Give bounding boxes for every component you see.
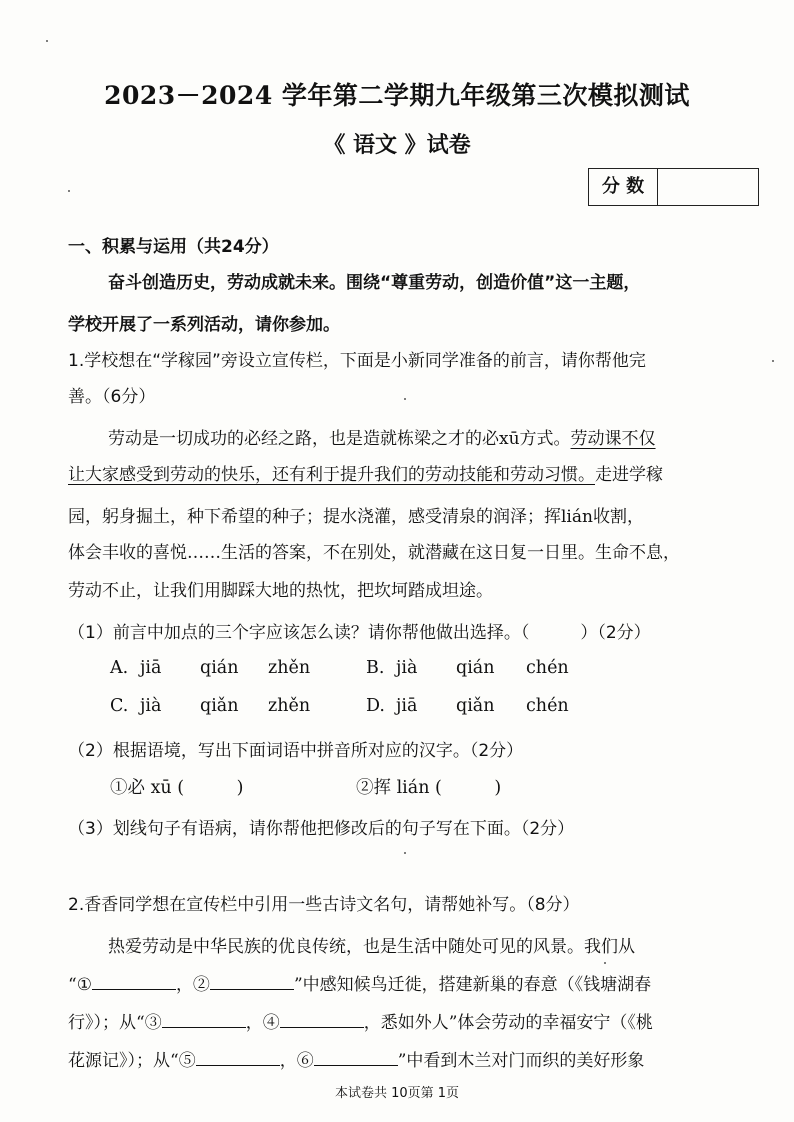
passage-line-1 bbox=[108, 424, 656, 449]
q1-sub2: （2）根据语境，写出下面词语中拼音所对应的汉字。（2分） bbox=[68, 741, 524, 761]
q2-line-2: “① ，② ”中感知候鸟迁徙，搭建新巢的春意（《钱塘湖春 bbox=[68, 970, 651, 995]
q1-sub2-item-2[interactable]: ②挥 lián ( ) bbox=[356, 778, 502, 798]
score-label: 分 数 bbox=[589, 169, 658, 205]
option-b-pinyin-2: qián bbox=[456, 658, 495, 678]
option-d-pinyin-3: chén bbox=[526, 696, 569, 716]
option-label: C. bbox=[110, 696, 129, 716]
passage-line-3: 园，躬身掘土，种下希望的种子；提水浇灌，感受清泉的润泽；挥lián收割， bbox=[68, 507, 644, 527]
option-a-pinyin-3: zhěn bbox=[268, 658, 311, 678]
option-a-pinyin-2: qián bbox=[200, 658, 239, 678]
scan-speck bbox=[404, 852, 406, 854]
blank-4[interactable] bbox=[280, 1009, 364, 1028]
passage-text: 劳动是一切成功的必经之路，也是造就栋梁之才的必xū方式。 bbox=[108, 429, 571, 449]
blank-6[interactable] bbox=[314, 1047, 398, 1066]
blank-1[interactable] bbox=[92, 971, 176, 990]
option-d-pinyin-2: qiǎn bbox=[456, 696, 495, 716]
page-footer: 本试卷共 10页第 1页 bbox=[334, 1086, 460, 1101]
option-d[interactable] bbox=[366, 696, 385, 716]
section-heading: 一、积累与运用（共24分） bbox=[68, 237, 279, 257]
score-value[interactable] bbox=[658, 169, 758, 205]
option-d-pinyin-1: jiā bbox=[396, 696, 418, 716]
scan-speck bbox=[46, 40, 48, 42]
blank-5[interactable] bbox=[196, 1047, 280, 1066]
underlined-sentence: 劳动课不仅 bbox=[570, 429, 656, 449]
exam-subtitle: 《 语文 》试卷 bbox=[323, 132, 471, 158]
passage-line-4: 体会丰收的喜悦……生活的答案，不在别处，就潜藏在这日复一日里。生命不息， bbox=[68, 543, 680, 563]
scan-speck bbox=[68, 190, 70, 192]
option-b-pinyin-1: jià bbox=[396, 658, 418, 678]
scan-speck bbox=[404, 398, 406, 400]
passage-line-5: 劳动不止，让我们用脚踩大地的热忱，把坎坷踏成坦途。 bbox=[68, 581, 493, 601]
option-label: B. bbox=[366, 658, 385, 678]
passage-line-2 bbox=[68, 460, 663, 485]
scan-speck bbox=[604, 962, 606, 964]
option-c-pinyin-1: jià bbox=[140, 696, 162, 716]
q2-line-3: 行》）；从“③ ，④ ，悉如外人”体会劳动的幸福安宁（《桃 bbox=[68, 1008, 653, 1033]
passage-text: 走进学稼 bbox=[595, 465, 663, 485]
q2-line-1: 热爱劳动是中华民族的优良传统，也是生活中随处可见的风景。我们从 bbox=[108, 937, 635, 957]
q1-sub3: （3）划线句子有语病，请你帮他把修改后的句子写在下面。（2分） bbox=[68, 819, 575, 839]
q1-sub1: （1）前言中加点的三个字应该怎么读？请你帮他做出选择。（ ）（2分） bbox=[68, 623, 651, 643]
option-c[interactable] bbox=[110, 696, 128, 716]
intro-line-1: 奋斗创造历史，劳动成就未来。围绕“尊重劳动，创造价值”这一主题， bbox=[108, 273, 641, 293]
option-label: A. bbox=[110, 658, 129, 678]
option-label: D. bbox=[366, 696, 385, 716]
option-c-pinyin-3: zhěn bbox=[268, 696, 311, 716]
option-a[interactable] bbox=[110, 658, 128, 678]
blank-3[interactable] bbox=[162, 1009, 246, 1028]
option-c-pinyin-2: qiǎn bbox=[200, 696, 239, 716]
blank-2[interactable] bbox=[210, 971, 294, 990]
q1-stem-line-2: 善。（6分） bbox=[68, 387, 156, 407]
underlined-sentence: 让大家感受到劳动的快乐，还有利于提升我们的劳动技能和劳动习惯。 bbox=[68, 465, 595, 485]
q2-line-4: 花源记》）；从“⑤ ，⑥ ”中看到木兰对门而织的美好形象 bbox=[68, 1046, 644, 1071]
intro-line-2: 学校开展了一系列活动，请你参加。 bbox=[68, 315, 340, 335]
option-a-pinyin-1: jiā bbox=[140, 658, 162, 678]
exam-title: 2023－2024 学年第二学期九年级第三次模拟测试 bbox=[104, 81, 690, 110]
option-b-pinyin-3: chén bbox=[526, 658, 569, 678]
q1-stem-line-1: 1.学校想在“学稼园”旁设立宣传栏，下面是小新同学准备的前言，请你帮他完 bbox=[68, 351, 646, 371]
option-b[interactable] bbox=[366, 658, 384, 678]
score-box bbox=[588, 168, 759, 206]
q2-stem: 2.香香同学想在宣传栏中引用一些古诗文名句，请帮她补写。（8分） bbox=[68, 895, 580, 915]
q1-sub2-item-1[interactable]: ①必 xū ( ) bbox=[110, 778, 244, 798]
scan-speck bbox=[772, 360, 774, 362]
